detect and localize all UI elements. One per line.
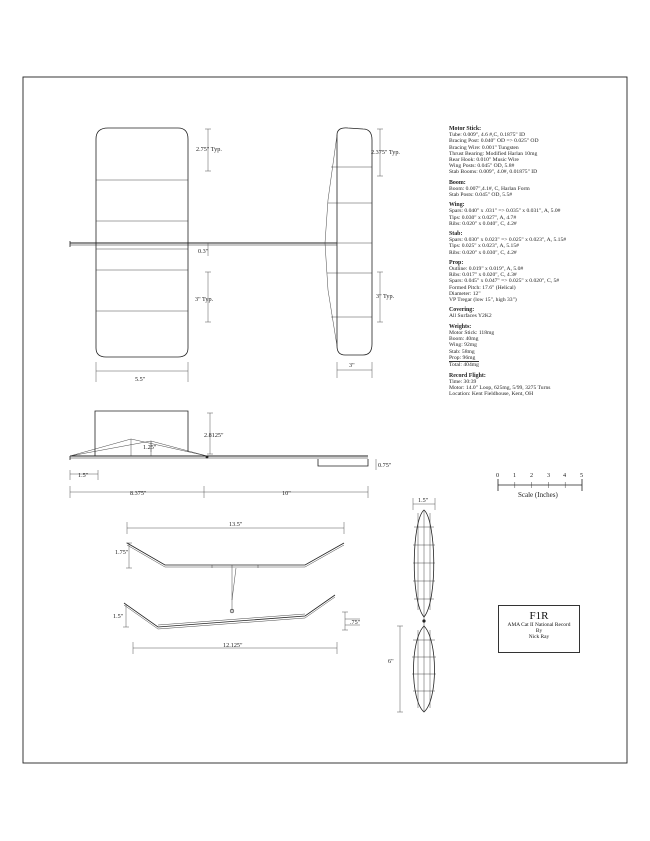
wing-dimensions — [96, 129, 222, 383]
spec-line: Stab: 58mg — [449, 348, 475, 355]
front-stab-gap-dim: .75" — [350, 619, 361, 626]
drawing-author: Nick Ray — [528, 634, 550, 641]
spec-line: Bracing Post: 0.040" OD => 0.025" OD — [449, 138, 539, 145]
motor-stick-top-view — [70, 241, 337, 247]
notes-motor-stick — [449, 126, 599, 176]
spec-line: Ribs: 0.020" x 0.040", C, 4.2# — [449, 220, 517, 227]
prop-view — [412, 510, 436, 712]
notes-record-flight — [449, 373, 599, 398]
spec-line: Spars: 0.045" x 0.047" => 0.025" x 0.020", C, 5# — [449, 278, 560, 285]
scale-bar — [496, 472, 583, 499]
section-title: Stab: — [449, 231, 463, 238]
specs-notes — [449, 126, 599, 401]
side-post-dim: 1.25" — [143, 444, 157, 451]
scale-tick-4: 4 — [563, 472, 567, 479]
stab-top-height-dim: 2.375" Typ. — [371, 149, 400, 156]
spec-line: Tube: 0.009", 4.6 #,C, 0.1875" ID — [449, 132, 525, 139]
side-tail-dim: 10" — [282, 490, 291, 497]
spec-line: Rear Hook: 0.010" Music Wire — [449, 157, 519, 164]
front-stab-span-dim: 12.125" — [223, 642, 243, 649]
section-title: Weights: — [449, 323, 472, 330]
spec-line: Diameter: 12" — [449, 290, 481, 297]
front-wing-tip-dim: 1.75" — [115, 549, 129, 556]
stab-top-view — [325, 128, 372, 355]
section-title: Prop: — [449, 259, 464, 266]
scale-tick-1: 1 — [513, 472, 517, 479]
spec-line: All Surfaces Y2K2 — [449, 313, 492, 320]
spec-line: Tips: 0.025" x 0.023", A, 5.15# — [449, 243, 519, 250]
spec-line: Boom: 40mg — [449, 336, 479, 343]
dihedral-gap-dim: 0.3" — [198, 248, 209, 255]
wing-top-height-dim: 2.75" Typ. — [196, 146, 222, 153]
section-title: Record Flight: — [449, 372, 486, 379]
wing-chord-dim: 5.5" — [135, 376, 146, 383]
notes-wing — [449, 202, 599, 227]
scale-tick-5: 5 — [580, 472, 584, 479]
notes-weights — [449, 324, 599, 369]
prop-width-dim: 1.5" — [418, 497, 429, 504]
side-wing-height-dim: 2.8125" — [204, 432, 224, 439]
front-stab-tip-dim: 1.5" — [113, 613, 124, 620]
notes-prop — [449, 260, 599, 303]
weight-total: Total: 404mg — [449, 362, 479, 369]
spec-line: Motor Stick: 118mg — [449, 329, 495, 336]
notes-stab — [449, 231, 599, 256]
title-block — [498, 605, 580, 653]
scale-tick-0: 0 — [496, 472, 500, 479]
spec-line: Spars: 0.040" x .031" => 0.035" x 0.031", A, 5.0# — [449, 208, 561, 215]
drawing-by: By — [535, 628, 543, 635]
section-title: Covering: — [449, 307, 475, 314]
wing-rib-spacing-dim: 3" Typ. — [195, 296, 214, 303]
wing-top-view — [96, 128, 188, 357]
front-wing-span-dim: 13.5" — [229, 521, 243, 528]
section-title: Boom: — [449, 179, 466, 186]
spec-line: Prop: 96mg — [449, 354, 476, 361]
spec-line: Ribs: 0.020" x 0.030", C, 4.2# — [449, 249, 517, 256]
spec-line: Boom: 0.007",4.1#, C, Harlan Form — [449, 185, 530, 192]
spec-line: Thrust Bearing: Modified Harlan 10mg — [449, 150, 538, 157]
front-view-dimensions — [113, 521, 361, 654]
stab-chord-dim: 3" — [349, 362, 355, 369]
scale-label: Scale (Inches) — [518, 491, 558, 499]
drawing-title: F1R — [529, 610, 549, 622]
section-title: Motor Stick: — [449, 126, 482, 132]
drawing-subtitle: AMA Cat II National Record — [507, 622, 571, 628]
side-stab-height-dim: 0.75" — [378, 462, 392, 469]
front-view — [124, 543, 344, 629]
stab-dimensions — [337, 129, 400, 378]
side-view-dimensions — [70, 413, 392, 498]
spec-line: Time: 30:39 — [449, 378, 477, 385]
spec-line: Location: Kent Fieldhouse, Kent, OH — [449, 391, 534, 398]
spec-line: Motor: 14.0" Loop, 625mg, 5/99, 3275 Turns — [449, 385, 551, 392]
scale-tick-2: 2 — [530, 472, 534, 479]
spec-line: Wing: 92mg — [449, 342, 477, 349]
stab-rib-spacing-dim: 3" Typ. — [376, 293, 395, 300]
spec-line: Formed Pitch: 17.6" (Helical) — [449, 284, 516, 291]
side-nose-dim: 1.5" — [78, 472, 89, 479]
spec-line: Outline: 0.019" x 0.019", A, 5.0# — [449, 266, 524, 273]
section-title: Wing: — [449, 202, 465, 209]
notes-boom — [449, 180, 599, 199]
spec-line: Stab Booms: 0.009", 4.0#, 0.01875" ID — [449, 169, 538, 176]
prop-dimensions — [388, 497, 435, 712]
spec-line: Wing Posts: 0.045" OD, 5.8# — [449, 163, 515, 170]
prop-blade-dim: 6" — [388, 658, 394, 665]
side-wing-position-dim: 8.375" — [130, 490, 147, 497]
spec-line: Ribs: 0.017" x 0.020", C, 4.3# — [449, 272, 517, 279]
notes-covering — [449, 307, 599, 319]
scale-tick-3: 3 — [547, 472, 551, 479]
spec-line: Tips: 0.030" x 0.027", A, 4.7# — [449, 214, 517, 221]
spec-line: Stab Posts: 0.045" OD, 5.5# — [449, 192, 513, 199]
spec-line: Spars: 0.030" x 0.023" => 0.025" x 0.023", A, 5.15# — [449, 237, 567, 244]
spec-line: Bracing Wire: 0.001" Tungsten — [449, 144, 519, 151]
spec-line: VP Tregar (low 15", high 33") — [449, 297, 517, 304]
